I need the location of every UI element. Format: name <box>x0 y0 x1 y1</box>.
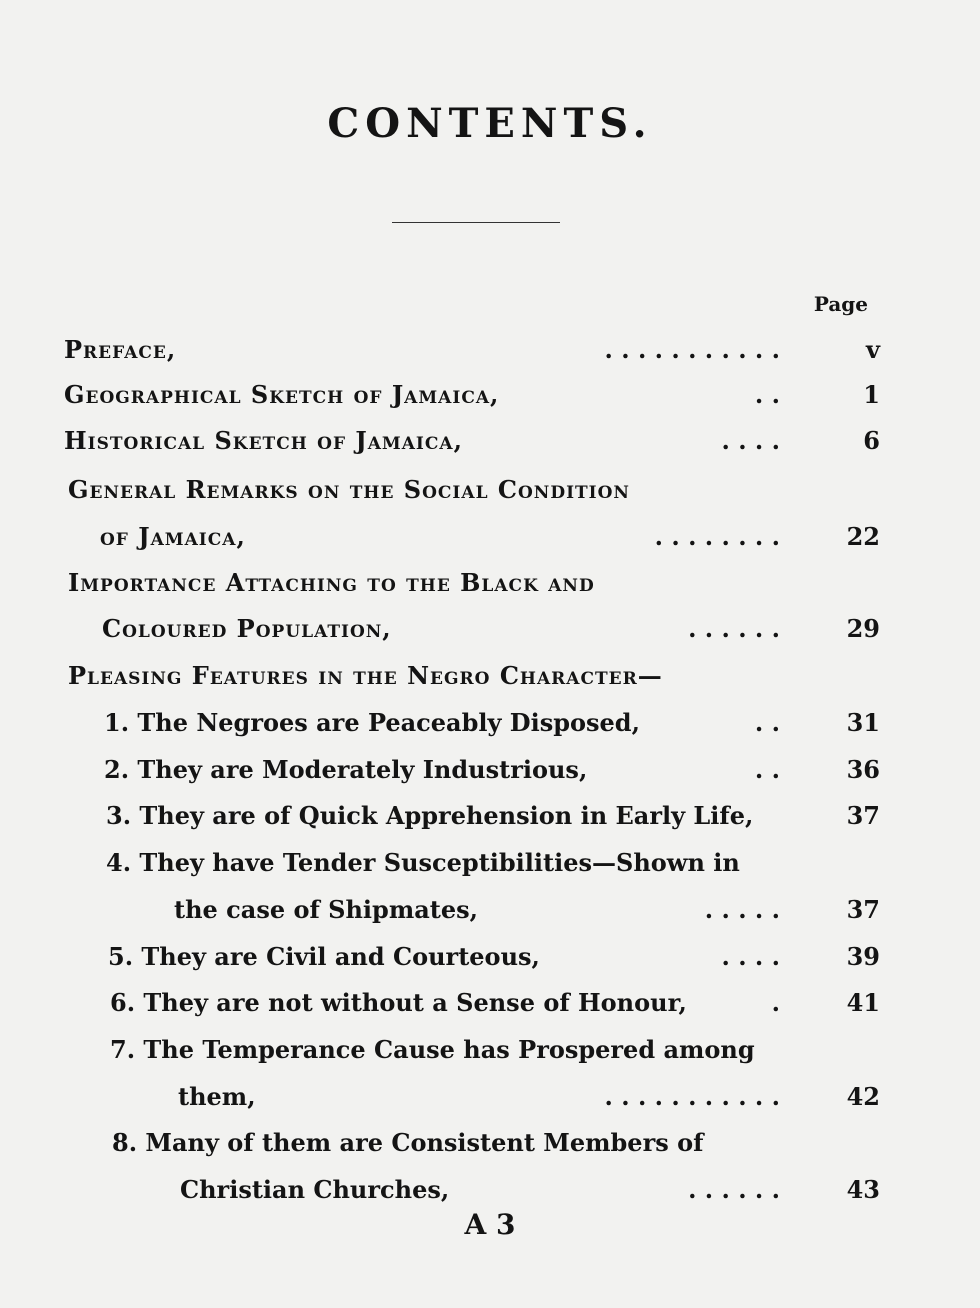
toc-leader-dots: . . . . . . . . <box>654 522 780 551</box>
toc-page-number: 31 <box>846 708 880 737</box>
toc-leader-dots: . . . . . . <box>688 1175 780 1204</box>
toc-entry-title: Preface, <box>64 335 177 364</box>
toc-entry-title: Coloured Population, <box>102 614 392 643</box>
toc-entry-title: 8. Many of them are Consistent Members of <box>112 1128 704 1157</box>
toc-entry <box>0 895 980 935</box>
toc-leader-dots: . . . . <box>721 426 780 455</box>
toc-entry <box>0 335 980 375</box>
toc-entry-title: Geographical Sketch of Jamaica, <box>64 380 500 409</box>
toc-entry <box>0 568 980 608</box>
toc-entry-title: Historical Sketch of Jamaica, <box>64 426 463 455</box>
toc-entry <box>0 988 980 1028</box>
toc-entry <box>0 661 980 701</box>
page-title: CONTENTS. <box>327 100 653 147</box>
toc-entry-title: Christian Churches, <box>180 1175 450 1204</box>
toc-page-number: 42 <box>846 1082 880 1111</box>
toc-leader-dots: . . . . <box>721 942 780 971</box>
toc-page-number: 29 <box>846 614 880 643</box>
toc-entry-title: 7. The Temperance Cause has Prospered among <box>110 1035 755 1064</box>
toc-leader-dots: . . . . . <box>704 895 780 924</box>
signature-mark: A 3 <box>464 1208 516 1241</box>
toc-entry-title: 6. They are not without a Sense of Honour, <box>110 988 687 1017</box>
toc-page-number: 39 <box>846 942 880 971</box>
toc-entry-title: 5. They are Civil and Courteous, <box>108 942 540 971</box>
toc-page-number: 37 <box>846 895 880 924</box>
toc-page-number: 36 <box>846 755 880 784</box>
toc-entry-title: General Remarks on the Social Condition <box>68 475 630 504</box>
toc-entry <box>0 801 980 841</box>
toc-page-number: 6 <box>863 426 880 455</box>
toc-entry-title: the case of Shipmates, <box>174 895 478 924</box>
toc-entry-title: 4. They have Tender Susceptibilities—Shown in <box>106 848 740 877</box>
toc-leader-dots: . . . . . . . . . . . <box>604 335 780 364</box>
toc-page-number: v <box>866 335 880 364</box>
title-divider <box>392 222 560 223</box>
toc-page-number: 41 <box>846 988 880 1017</box>
toc-entry <box>0 426 980 466</box>
toc-page-number: 22 <box>846 522 880 551</box>
toc-leader-dots: . . . . . . . . . . . <box>604 1082 780 1111</box>
toc-entry <box>0 755 980 795</box>
toc-entry <box>0 380 980 420</box>
toc-entry-title: Importance Attaching to the Black and <box>68 568 595 597</box>
toc-leader-dots: . . <box>754 755 780 784</box>
toc-page-number: 43 <box>846 1175 880 1204</box>
toc-entry <box>0 614 980 654</box>
toc-leader-dots: . <box>771 988 780 1017</box>
toc-entry <box>0 942 980 982</box>
toc-entry <box>0 522 980 562</box>
toc-leader-dots: . . <box>754 708 780 737</box>
toc-entry-title: 1. The Negroes are Peaceably Disposed, <box>104 708 640 737</box>
toc-entry <box>0 848 980 888</box>
toc-entry-title: 2. They are Moderately Industrious, <box>104 755 588 784</box>
toc-entry <box>0 708 980 748</box>
toc-entry-title: 3. They are of Quick Apprehension in Early Life, <box>106 801 754 830</box>
toc-entry-title: them, <box>178 1082 256 1111</box>
toc-page-number: 37 <box>846 801 880 830</box>
toc-entry-title: Pleasing Features in the Negro Character— <box>68 661 663 690</box>
toc-entry-title: of Jamaica, <box>100 522 246 551</box>
toc-page-number: 1 <box>863 380 880 409</box>
toc-leader-dots: . . <box>754 380 780 409</box>
toc-leader-dots: . . . . . . <box>688 614 780 643</box>
toc-entry <box>0 475 980 515</box>
toc-entry <box>0 1128 980 1168</box>
toc-entry <box>0 1035 980 1075</box>
page-column-header: Page <box>813 292 868 316</box>
toc-entry <box>0 1082 980 1122</box>
